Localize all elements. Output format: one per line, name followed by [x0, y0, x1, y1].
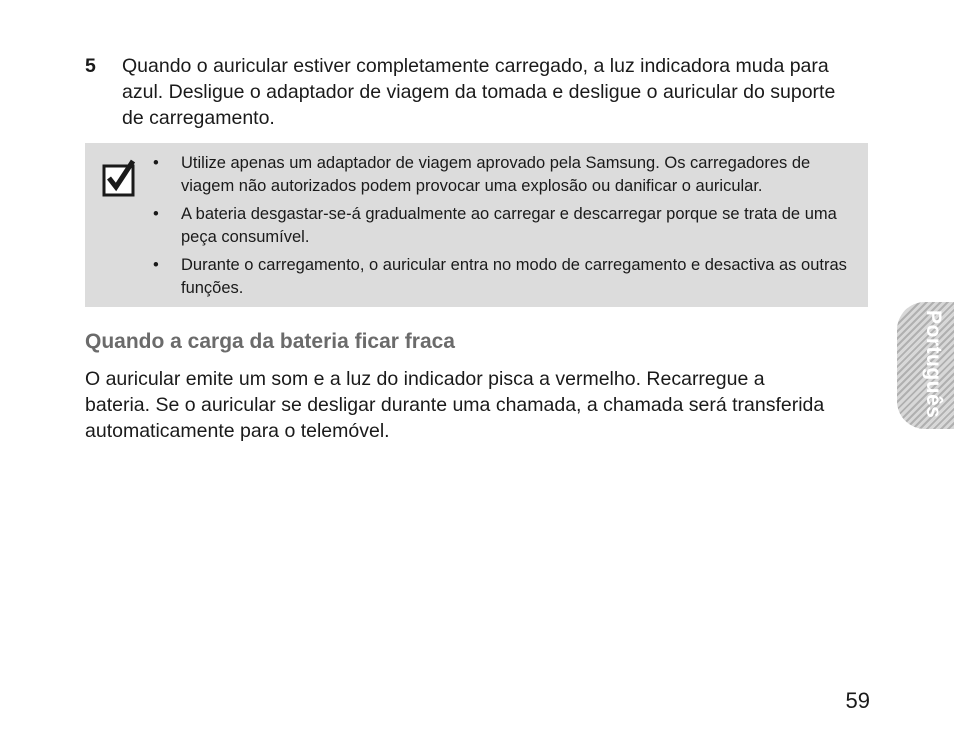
note-box [85, 143, 868, 307]
note-item-text: Utilize apenas um adaptador de viagem aprovado pela Samsung. Os carregadores de viagem não autorizados podem provocar uma explosão ou danificar o auricular. [181, 154, 811, 195]
section-body: O auricular emite um som e a luz do indicador pisca a vermelho. Recarregue a bateria. Se o auricular se desligar durante uma chamada, a chamada será transferida automaticamente para o telemóvel. [85, 368, 825, 442]
language-label: Português [922, 310, 945, 419]
note-item [153, 203, 863, 248]
page-number: 59 [845, 688, 870, 713]
bullet: • [153, 154, 159, 172]
bullet: • [153, 205, 159, 223]
section-heading: Quando a carga da bateria ficar fraca [85, 330, 455, 353]
note-list [153, 152, 863, 305]
step-text: Quando o auricular estiver completamente carregado, a luz indicadora muda para azul. Desligue o adaptador de viagem da tomada e desligue o auricular do suporte de carregamento. [122, 55, 836, 129]
note-item [153, 254, 863, 299]
note-item-text: A bateria desgastar-se-á gradualmente ao carregar e descarregar porque se trata de uma peça consumível. [181, 205, 837, 246]
note-item-text: Durante o carregamento, o auricular entra no modo de carregamento e desactiva as outras funções. [181, 256, 847, 297]
step-number: 5 [85, 55, 96, 77]
bullet: • [153, 256, 159, 274]
step-5 [85, 53, 855, 131]
note-item [153, 152, 863, 197]
checkbox-check-icon [102, 159, 138, 197]
language-tab [897, 302, 954, 429]
